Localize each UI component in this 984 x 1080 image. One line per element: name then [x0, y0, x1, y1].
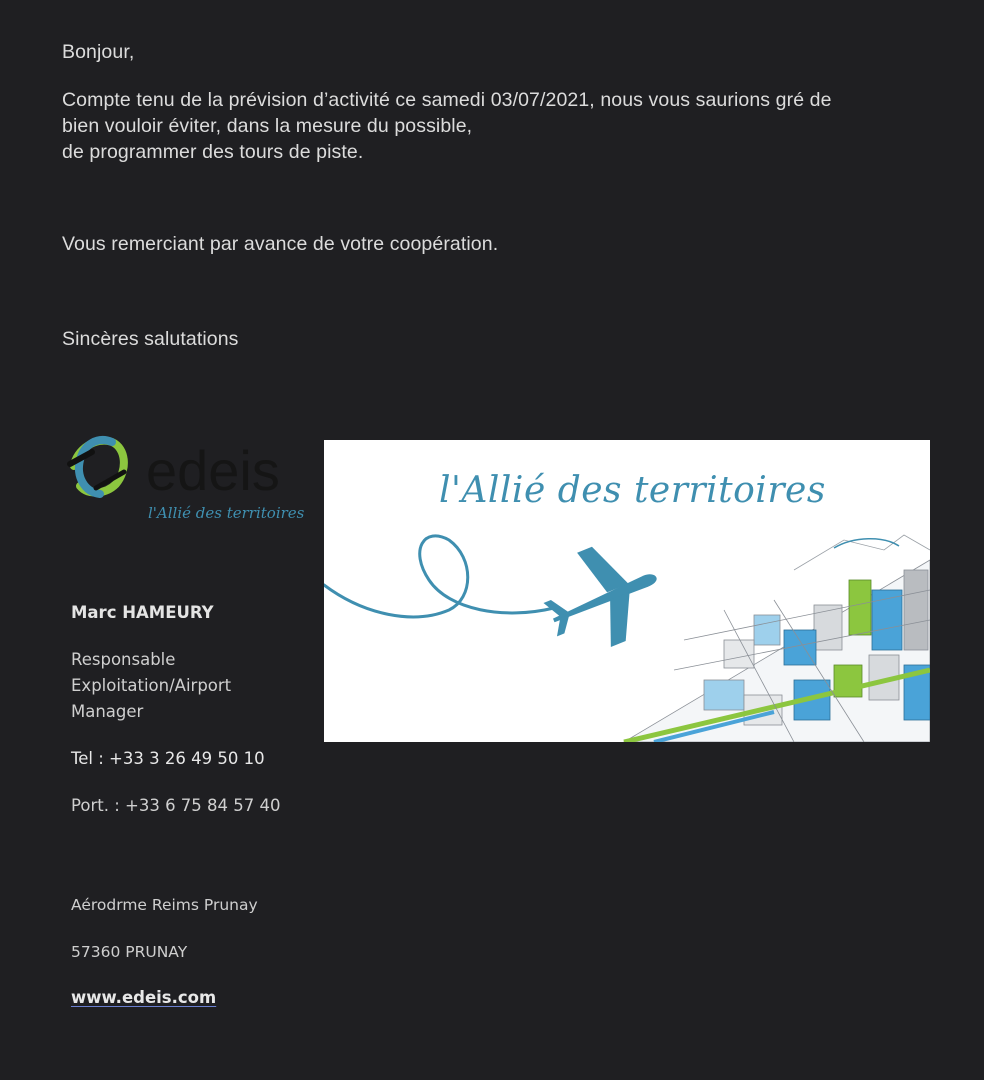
city-illustration-icon	[624, 535, 930, 742]
logo-tagline: l'Allié des territoires	[148, 504, 305, 522]
signature-port: Port. : +33 6 75 84 57 40	[71, 796, 281, 815]
role-line: Responsable	[71, 650, 176, 669]
flight-path-icon	[324, 536, 554, 617]
airplane-city-illustration	[324, 440, 930, 742]
banner-tagline: l'Allié des territoires	[439, 470, 826, 511]
logo-wordmark: edeis	[146, 439, 280, 502]
body-line: bien vouloir éviter, dans la mesure du possible,	[62, 115, 473, 137]
body-line: de programmer des tours de piste.	[62, 141, 364, 163]
signature-role	[71, 647, 231, 725]
thanks-line: Vous remerciant par avance de votre coopération.	[62, 233, 499, 255]
signature-address: Aérodrme Reims Prunay	[71, 896, 258, 914]
website-link[interactable]: www.edeis.com	[71, 988, 217, 1007]
closing-line: Sincères salutations	[62, 328, 239, 350]
signature-postal: 57360 PRUNAY	[71, 943, 188, 961]
body-line: Compte tenu de la prévision d’activité ce samedi 03/07/2021, nous vous saurions gré de	[62, 89, 832, 111]
edeis-logo-mark-icon	[70, 440, 124, 494]
signature-name: Marc HAMEURY	[71, 603, 214, 622]
body-paragraph	[62, 87, 832, 165]
role-line: Manager	[71, 702, 144, 721]
signature-tel: Tel : +33 3 26 49 50 10	[71, 749, 265, 768]
role-line: Exploitation/Airport	[71, 676, 232, 695]
edeis-logo	[66, 430, 310, 530]
airplane-icon	[531, 529, 674, 665]
signature-banner	[324, 440, 930, 742]
greeting: Bonjour,	[62, 41, 135, 63]
